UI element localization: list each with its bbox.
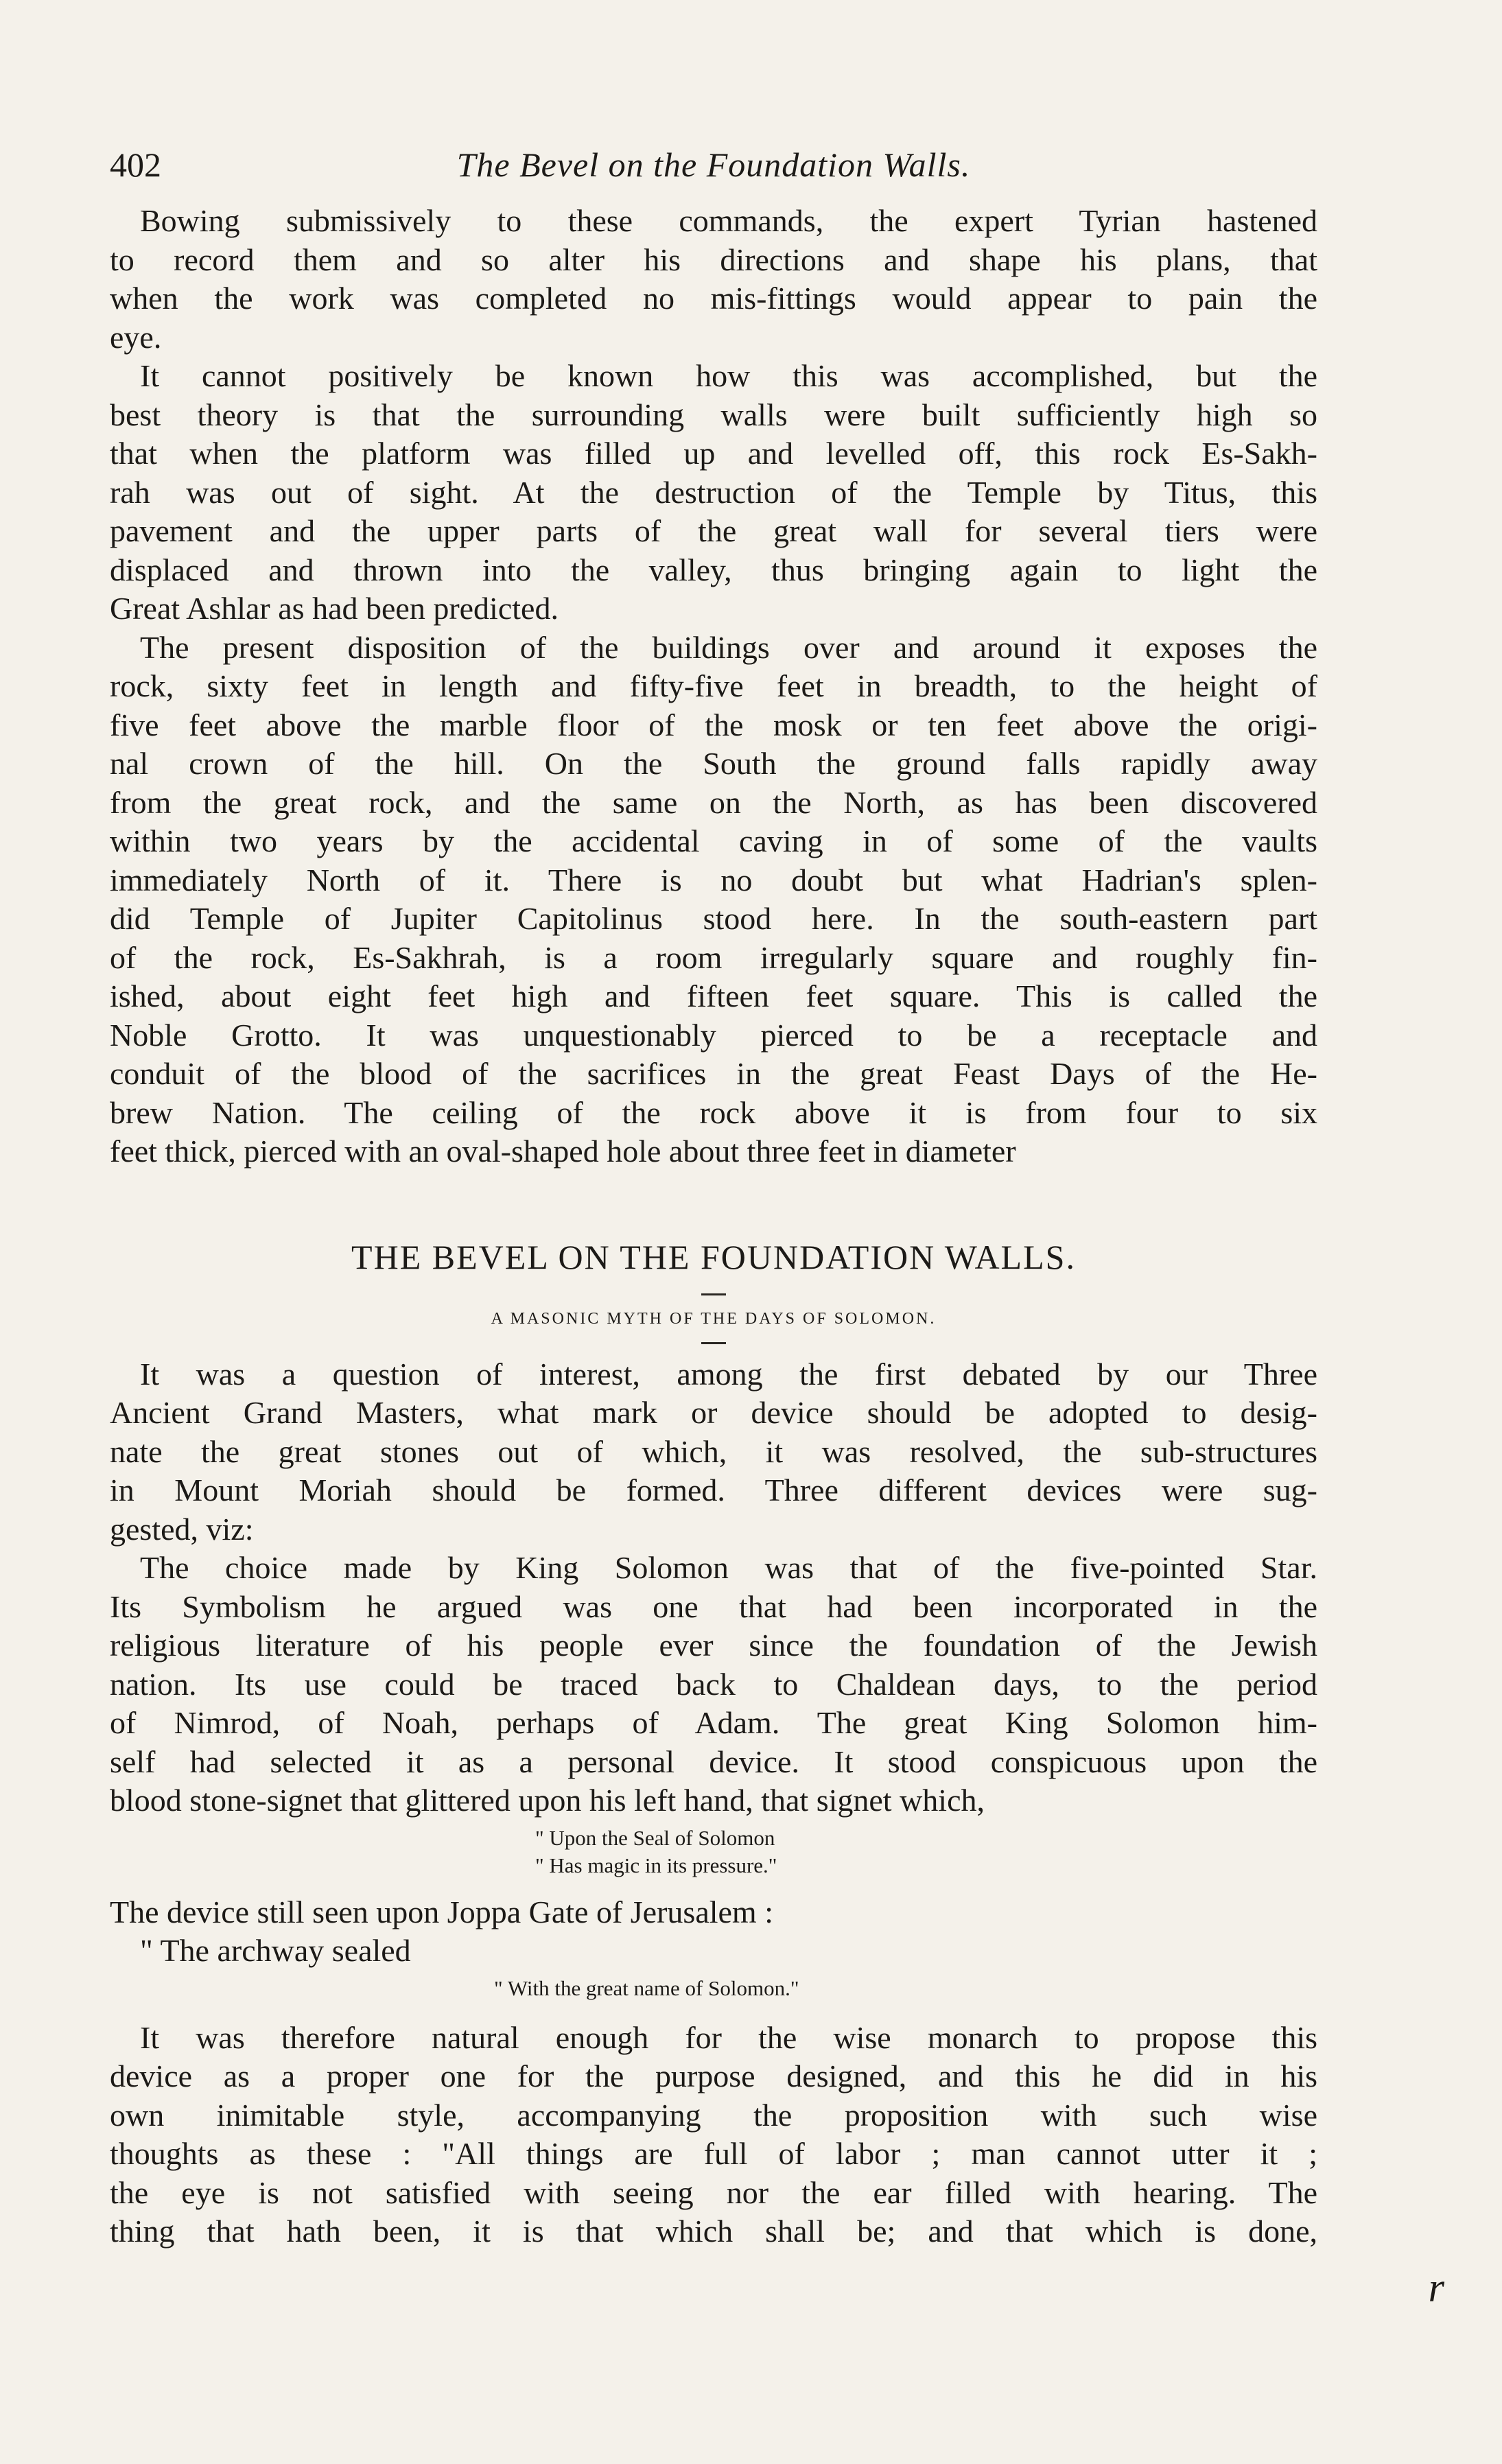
- text-line: best theory is that the surrounding walls were built sufficiently high so: [110, 397, 1317, 432]
- quote-line: " Has magic in its pressure.": [535, 1853, 777, 1877]
- text-line: brew Nation. The ceiling of the rock above it is from four to six: [110, 1094, 1317, 1130]
- subtitle-rule: [701, 1342, 726, 1344]
- paragraph-theory: [110, 357, 1317, 629]
- paragraph-bowing: [110, 202, 1317, 357]
- text-line: Ancient Grand Masters, what mark or device should be adopted to desig-: [110, 1395, 1317, 1430]
- text-line: of the rock, Es-Sakhrah, is a room irregularly square and roughly fin-: [110, 939, 1317, 975]
- text-line: rah was out of sight. At the destruction of the Temple by Titus, this: [110, 474, 1317, 510]
- text-line: to record them and so alter his directions and shape his plans, that: [110, 242, 1317, 277]
- quote-line: " Upon the Seal of Solomon: [535, 1825, 775, 1850]
- page-header: [110, 137, 1317, 192]
- text-line: nal crown of the hill. On the South the ground falls rapidly away: [110, 746, 1317, 781]
- page-number: 402: [110, 145, 161, 184]
- text-line: from the great rock, and the same on the North, as has been discovered: [110, 784, 1317, 820]
- text-line: The choice made by King Solomon was that of the five-pointed Star.: [140, 1550, 1317, 1585]
- book-page: [110, 137, 1317, 2251]
- text-line: Great Ashlar as had been predicted.: [110, 591, 559, 626]
- text-line: It was therefore natural enough for the wise monarch to propose this: [140, 2019, 1317, 2055]
- paragraph-question: [110, 1355, 1317, 1549]
- text-line: five feet above the marble floor of the mosk or ten feet above the origi-: [110, 707, 1317, 742]
- text-line: did Temple of Jupiter Capitolinus stood here. In the south-eastern part: [110, 901, 1317, 936]
- text-line: It cannot positively be known how this was accomplished, but the: [140, 358, 1317, 393]
- text-line: Bowing submissively to these commands, the expert Tyrian hastened: [140, 203, 1317, 238]
- section-subtitle: A MASONIC MYTH OF THE DAYS OF SOLOMON.: [491, 1309, 937, 1328]
- section-title: THE BEVEL ON THE FOUNDATION WALLS.: [351, 1237, 1076, 1276]
- paragraph-disposition: [110, 629, 1317, 1171]
- text-line: the eye is not satisfied with seeing nor the ear filled with hearing. The: [110, 2174, 1317, 2210]
- text-line: own inimitable style, accompanying the proposition with such wise: [110, 2097, 1317, 2133]
- text-line: within two years by the accidental caving in of some of the vaults: [110, 823, 1317, 858]
- paragraph-choice: [110, 1549, 1317, 1820]
- text-line: rock, sixty feet in length and fifty-five feet in breadth, to the height of: [110, 668, 1317, 703]
- text-line: blood stone-signet that glittered upon his left hand, that signet which,: [110, 1783, 985, 1818]
- text-line: religious literature of his people ever since the foundation of the Jewish: [110, 1628, 1317, 1663]
- text-line: Noble Grotto. It was unquestionably pierced to be a receptacle and: [110, 1017, 1317, 1053]
- quote-line: " With the great name of Solomon.": [494, 1975, 799, 2000]
- text-line: The present disposition of the buildings over and around it exposes the: [140, 629, 1317, 665]
- device-line: The device still seen upon Joppa Gate of Jerusalem :: [110, 1894, 773, 1929]
- text-line: when the work was completed no mis-fittings would appear to pain the: [110, 281, 1317, 316]
- text-line: of Nimrod, of Noah, perhaps of Adam. The great King Solomon him-: [110, 1705, 1317, 1740]
- text-line: thoughts as these : "All things are full of labor ; man cannot utter it ;: [110, 2136, 1317, 2171]
- text-line: pavement and the upper parts of the great wall for several tiers were: [110, 513, 1317, 548]
- text-line: immediately North of it. There is no doubt but what Hadrian's splen-: [110, 862, 1317, 897]
- archway-line: " The archway sealed: [140, 1933, 411, 1968]
- text-line: in Mount Moriah should be formed. Three different devices were sug-: [110, 1472, 1317, 1507]
- text-line: conduit of the blood of the sacrifices in the great Feast Days of the He-: [110, 1056, 1317, 1091]
- text-line: ished, about eight feet high and fifteen feet square. This is called the: [110, 978, 1317, 1013]
- paragraph-natural: [110, 2019, 1317, 2251]
- text-line: nate the great stones out of which, it was resolved, the sub-structures: [110, 1433, 1317, 1469]
- text-line: nation. Its use could be traced back to Chaldean days, to the period: [110, 1666, 1317, 1702]
- margin-mark: r: [1428, 2265, 1444, 2310]
- text-line: eye.: [110, 319, 162, 355]
- text-line: Its Symbolism he argued was one that had been incorporated in the: [110, 1588, 1317, 1624]
- running-title: The Bevel on the Foundation Walls.: [456, 145, 971, 184]
- text-line: thing that hath been, it is that which shall be; and that which is done,: [110, 2214, 1317, 2249]
- text-line: displaced and thrown into the valley, thus bringing again to light the: [110, 552, 1317, 587]
- text-line: self had selected it as a personal device. It stood conspicuous upon the: [110, 1744, 1317, 1779]
- text-line: It was a question of interest, among the first debated by our Three: [140, 1356, 1317, 1392]
- text-line: that when the platform was filled up and levelled off, this rock Es-Sakh-: [110, 436, 1317, 471]
- text-line: feet thick, pierced with an oval-shaped hole about three feet in diameter: [110, 1134, 1016, 1169]
- text-line: gested, viz:: [110, 1511, 254, 1547]
- title-rule: [701, 1293, 726, 1295]
- text-line: device as a proper one for the purpose designed, and this he did in his: [110, 2058, 1317, 2093]
